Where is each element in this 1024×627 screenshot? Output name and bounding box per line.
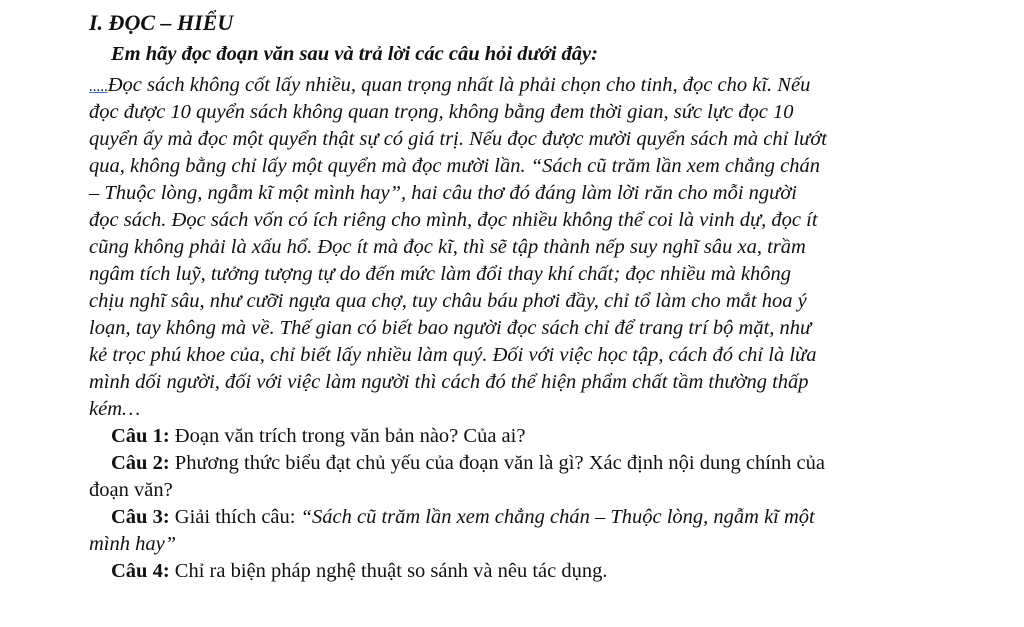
question-3-text: Giải thích câu: <box>169 506 301 528</box>
question-2-label: Câu 2: <box>111 452 170 474</box>
passage-line-9: chịu nghĩ sâu, như cưỡi ngựa qua chợ, tuy châu báu phơi đầy, chỉ tổ làm cho mắt hoa ý <box>89 290 807 312</box>
passage-line-1 <box>89 72 810 100</box>
question-2 <box>111 450 825 476</box>
question-3-label: Câu 3: <box>111 506 170 528</box>
instruction-text: Em hãy đọc đoạn văn sau và trả lời các câu hỏi dưới đây: <box>111 43 598 65</box>
passage-line-5: – Thuộc lòng, ngẫm kĩ một mình hay”, hai câu thơ đó đáng làm lời răn cho mỗi người <box>89 182 797 204</box>
leading-dots: ..... <box>89 79 108 95</box>
passage-line-8: ngâm tích luỹ, tưởng tượng tự do đến mức làm đổi thay khí chất; đọc nhiều mà không <box>89 263 791 285</box>
section-heading: I. ĐỌC – HIỂU <box>89 10 234 35</box>
question-4-text: Chỉ ra biện pháp nghệ thuật so sánh và nêu tác dụng. <box>169 560 608 582</box>
question-3-quote: “Sách cũ trăm lần xem chẳng chán – Thuộc lòng, ngẫm kĩ một <box>300 506 815 528</box>
question-4-label: Câu 4: <box>111 560 170 582</box>
passage-line-6: đọc sách. Đọc sách vốn có ích riêng cho mình, đọc nhiều không thể coi là vinh dự, đọc ít <box>89 209 818 231</box>
passage-line-7: cũng không phải là xấu hổ. Đọc ít mà đọc kĩ, thì sẽ tập thành nếp suy nghĩ sâu xa, trầm <box>89 236 806 258</box>
question-1-label: Câu 1: <box>111 425 170 447</box>
question-4 <box>111 558 607 584</box>
question-2-text: Phương thức biểu đạt chủ yếu của đoạn văn là gì? Xác định nội dung chính của <box>169 452 825 474</box>
passage-line-12: mình dối người, đối với việc làm người thì cách đó thể hiện phẩm chất tầm thường thấp <box>89 371 809 393</box>
passage-line-11: kẻ trọc phú khoe của, chỉ biết lấy nhiều làm quý. Đối với việc học tập, cách đó chỉ là lừa <box>89 344 817 366</box>
passage-line-1-text: Đọc sách không cốt lấy nhiều, quan trọng nhất là phải chọn cho tinh, đọc cho kĩ. Nếu <box>107 74 811 96</box>
question-2-continued: đoạn văn? <box>89 479 173 501</box>
passage-line-2: đọc được 10 quyển sách không quan trọng, không bằng đem thời gian, sức lực đọc 10 <box>89 101 794 123</box>
question-1-text: Đoạn văn trích trong văn bản nào? Của ai? <box>169 425 526 447</box>
question-1 <box>111 423 525 449</box>
passage-line-13: kém… <box>89 398 141 420</box>
passage-line-3: quyển ấy mà đọc một quyển thật sự có giá trị. Nếu đọc được mười quyển sách mà chỉ lướt <box>89 128 827 150</box>
passage-line-4: qua, không bằng chỉ lấy một quyển mà đọc mười lần. “Sách cũ trăm lần xem chẳng chán <box>89 155 820 177</box>
question-3 <box>111 504 815 530</box>
passage-line-10: loạn, tay không mà về. Thế gian có biết bao người đọc sách chỉ để trang trí bộ mặt, như <box>89 317 812 339</box>
question-3-continued: mình hay” <box>89 533 177 555</box>
